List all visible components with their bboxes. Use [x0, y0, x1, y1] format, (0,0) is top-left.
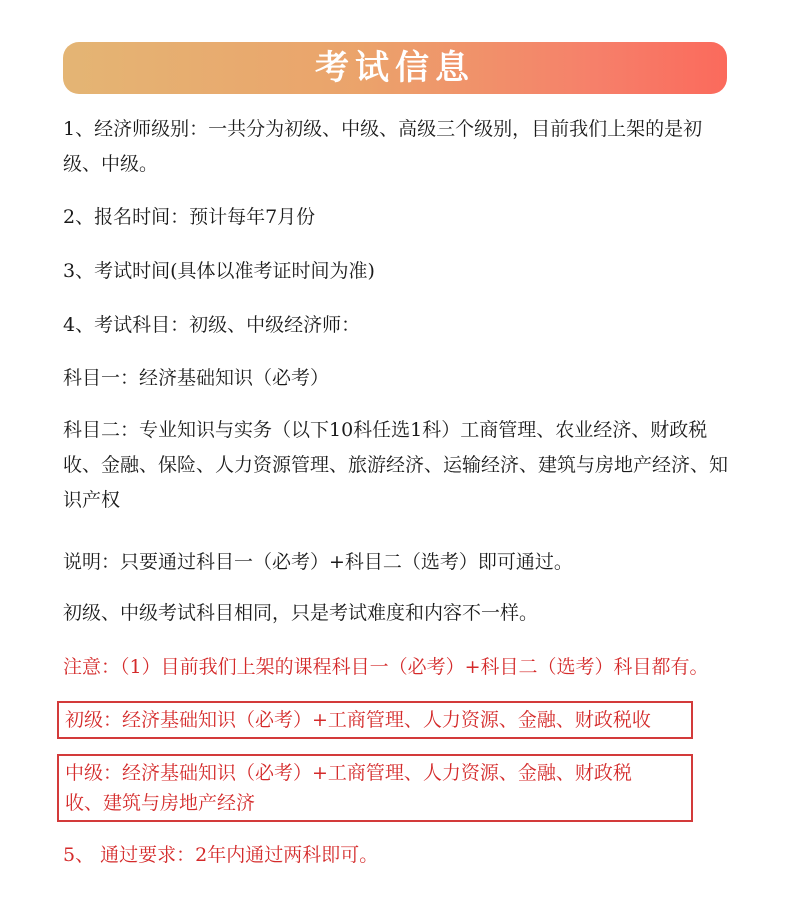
- level-info: 1、经济师级别：一共分为初级、中级、高级三个级别，目前我们上架的是初级、中级。: [63, 118, 703, 175]
- course-note: 注意：（1）目前我们上架的课程科目一（必考）+科目二（选考）科目都有。: [63, 656, 709, 678]
- pass-requirement: 5、 通过要求：2年内通过两科即可。: [63, 844, 379, 866]
- exam-subjects: 4、考试科目：初级、中级经济师：: [63, 314, 361, 336]
- intermediate-course-text: 中级：经济基础知识（必考）+工商管理、人力资源、金融、财政税收、建筑与房地产经济: [65, 762, 632, 814]
- intermediate-course-box: [57, 754, 693, 822]
- pass-explanation: 说明：只要通过科目一（必考）+科目二（选考）即可通过。: [63, 551, 573, 573]
- section-title: 考试信息: [315, 48, 475, 88]
- subject-one: 科目一：经济基础知识（必考）: [63, 367, 330, 389]
- subject-two: 科目二：专业知识与实务（以下10科任选1科）工商管理、农业经济、财政税收、金融、保险、人力资源管理、旅游经济、运输经济、建筑与房地产经济、知识产权: [63, 419, 729, 511]
- level-difference: 初级、中级考试科目相同，只是考试难度和内容不一样。: [63, 602, 539, 624]
- registration-time: 2、报名时间：预计每年7月份: [63, 206, 316, 228]
- exam-time: 3、考试时间(具体以准考证时间为准): [63, 260, 375, 282]
- section-header-banner: [63, 42, 727, 94]
- junior-course-text: 初级：经济基础知识（必考）+工商管理、人力资源、金融、财政税收: [65, 709, 651, 731]
- junior-course-box: [57, 701, 693, 739]
